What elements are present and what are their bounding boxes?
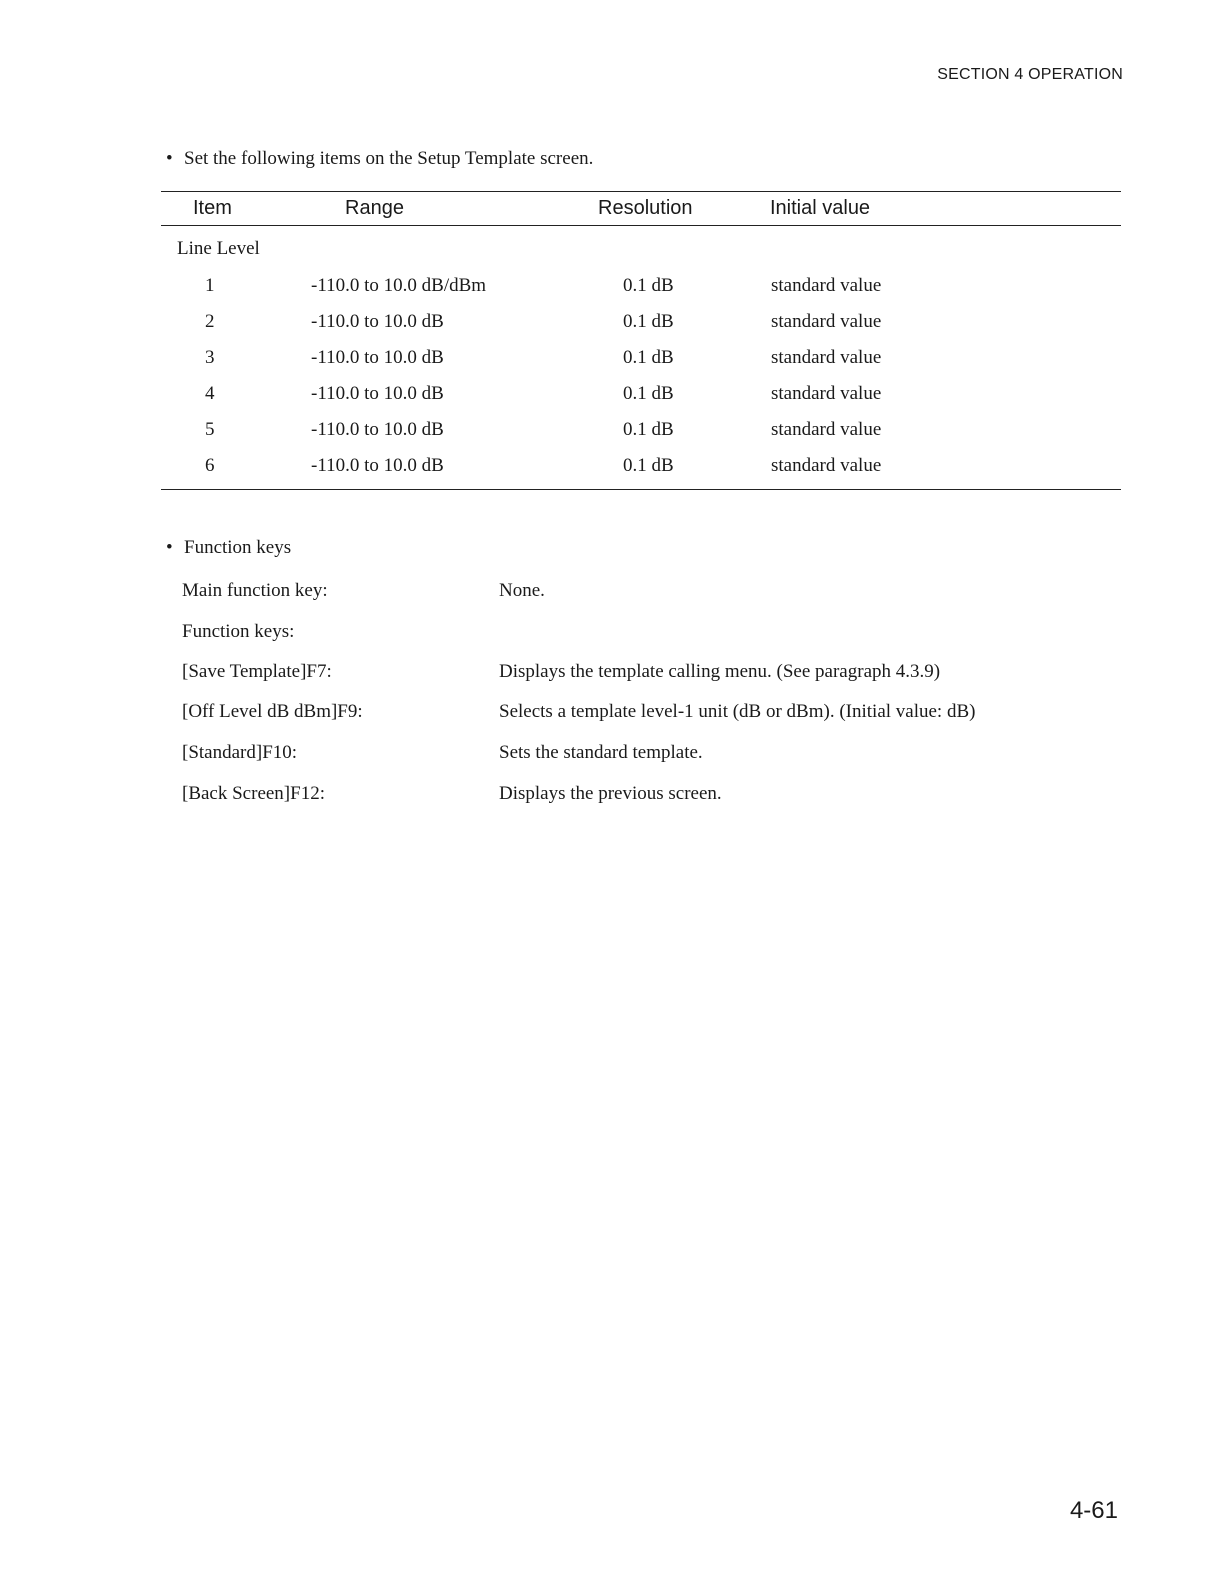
column-header-initial-value: Initial value — [770, 197, 871, 219]
cell-range: -110.0 to 10.0 dB — [311, 455, 444, 476]
cell-resolution: 0.1 dB — [623, 383, 674, 404]
group-label-line-level: Line Level — [177, 238, 260, 259]
cell-range: -110.0 to 10.0 dB — [311, 311, 444, 332]
table-header — [161, 192, 1121, 226]
cell-resolution: 0.1 dB — [623, 455, 674, 476]
table-row — [161, 347, 1121, 383]
cell-initial-value: standard value — [771, 419, 882, 440]
page-number: 4-61 — [1069, 1497, 1118, 1524]
table-row — [161, 275, 1121, 311]
column-header-resolution: Resolution — [598, 197, 693, 219]
table-bottom-rule — [161, 489, 1121, 490]
table-row — [161, 311, 1121, 347]
function-keys-heading — [166, 537, 291, 559]
cell-resolution: 0.1 dB — [623, 275, 674, 296]
main-function-key-value: None. — [499, 580, 545, 601]
column-header-item: Item — [193, 197, 232, 219]
function-key-name: [Standard]F10: — [182, 742, 298, 763]
intro-text: Set the following items on the Setup Template screen. — [184, 148, 594, 169]
function-keys-heading-text: Function keys — [184, 537, 292, 558]
cell-item: 4 — [205, 383, 215, 404]
function-key-name: [Off Level dB dBm]F9: — [182, 701, 363, 722]
intro-line — [166, 148, 593, 170]
cell-range: -110.0 to 10.0 dB — [311, 383, 444, 404]
function-key-description: Selects a template level-1 unit (dB or dBm). (Initial value: dB) — [499, 701, 976, 722]
column-header-range: Range — [345, 197, 404, 219]
cell-initial-value: standard value — [771, 383, 882, 404]
settings-table — [161, 191, 1121, 476]
cell-range: -110.0 to 10.0 dB — [311, 419, 444, 440]
function-key-description: Displays the template calling menu. (See paragraph 4.3.9) — [499, 661, 941, 682]
cell-item: 5 — [205, 419, 215, 440]
section-header: SECTION 4 OPERATION — [937, 66, 1123, 83]
main-function-key-label: Main function key: — [182, 580, 328, 601]
bullet-icon: • — [166, 537, 173, 558]
cell-initial-value: standard value — [771, 455, 882, 476]
function-keys-label: Function keys: — [182, 621, 295, 642]
cell-resolution: 0.1 dB — [623, 419, 674, 440]
cell-item: 6 — [205, 455, 215, 476]
cell-item: 1 — [205, 275, 215, 296]
table-row — [161, 419, 1121, 455]
cell-item: 2 — [205, 311, 215, 332]
cell-initial-value: standard value — [771, 275, 882, 296]
bullet-icon: • — [166, 148, 173, 169]
cell-range: -110.0 to 10.0 dB/dBm — [311, 275, 487, 296]
cell-initial-value: standard value — [771, 347, 882, 368]
cell-resolution: 0.1 dB — [623, 347, 674, 368]
function-key-name: [Back Screen]F12: — [182, 783, 325, 804]
cell-resolution: 0.1 dB — [623, 311, 674, 332]
cell-initial-value: standard value — [771, 311, 882, 332]
function-key-description: Sets the standard template. — [499, 742, 703, 763]
table-row — [161, 383, 1121, 419]
table-row — [161, 455, 1121, 491]
function-key-description: Displays the previous screen. — [499, 783, 722, 804]
cell-range: -110.0 to 10.0 dB — [311, 347, 444, 368]
function-key-name: [Save Template]F7: — [182, 661, 332, 682]
cell-item: 3 — [205, 347, 215, 368]
